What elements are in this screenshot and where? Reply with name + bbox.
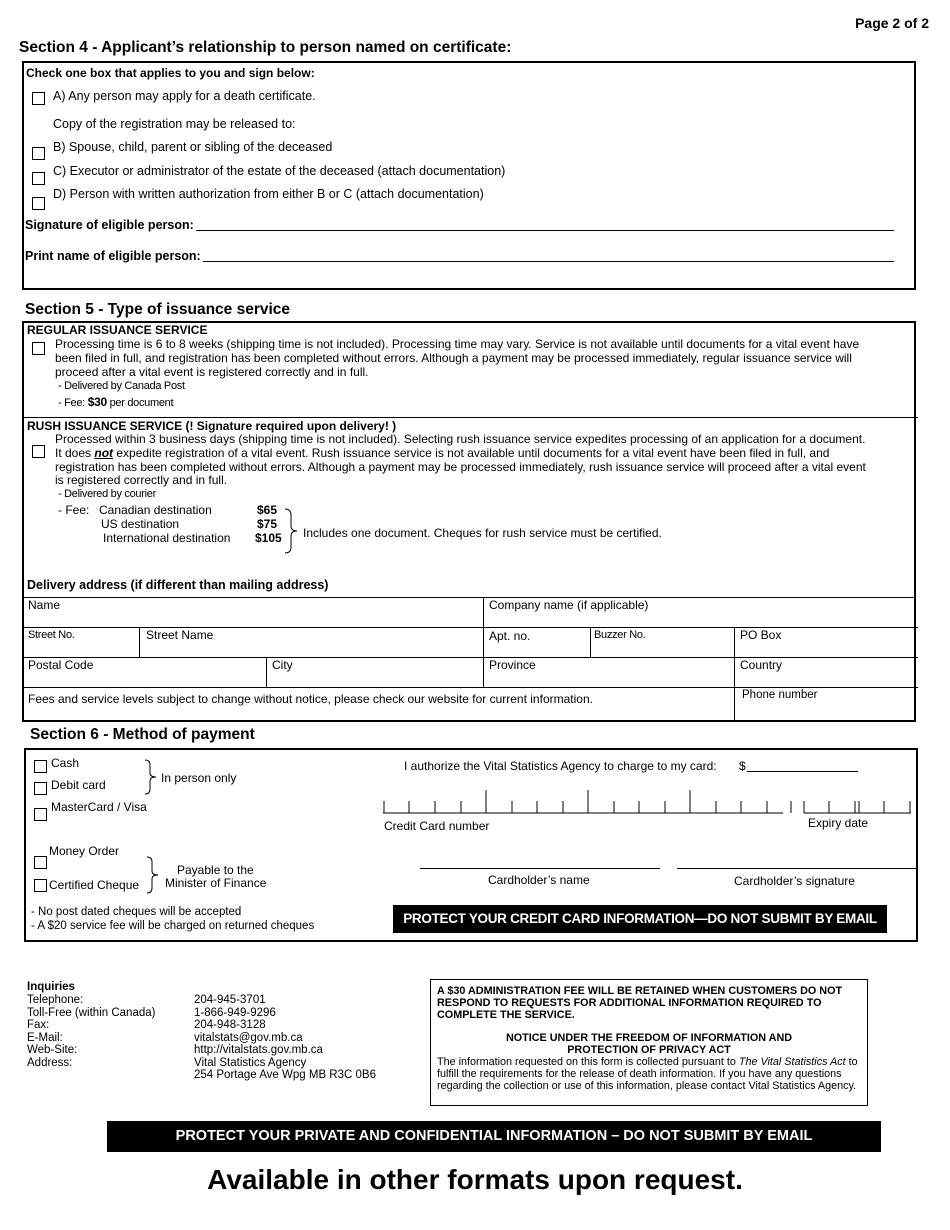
rush-fee-label: - Fee: <box>58 503 90 517</box>
certified-cheque-checkbox[interactable] <box>34 879 47 892</box>
street-name-field[interactable]: Street Name <box>146 628 214 642</box>
address-row4-top <box>22 687 918 688</box>
mastercard-label: MasterCard / Visa <box>51 800 147 814</box>
in-person-label: In person only <box>161 771 237 785</box>
money-order-checkbox[interactable] <box>34 856 47 869</box>
fees-note: Fees and service levels subject to change without notice, please check our website for current information. <box>28 692 593 706</box>
cardholder-signature-label: Cardholder’s signature <box>734 874 855 888</box>
signature-label: Signature of eligible person: <box>25 218 194 232</box>
regular-fee-prefix: - Fee: <box>58 397 85 409</box>
rush-fee-amount-1: $75 <box>257 517 278 531</box>
section5-divider <box>22 417 918 418</box>
foip-line1 <box>437 1056 858 1068</box>
copy-note: Copy of the registration may be released to: <box>53 117 296 131</box>
payable-line1: Payable to the <box>177 863 254 877</box>
rush-line2-end: expedite registration of a vital event. Rush issuance service is not available until documents for a vital event have been filed in full, and <box>113 446 830 460</box>
inquiry-value-telephone: 204-945-3701 <box>194 994 266 1006</box>
option-c-label: C) Executor or administrator of the estate of the deceased (attach documentation) <box>53 164 506 178</box>
dollar-sign: $ <box>739 759 746 773</box>
rush-fee-dest-0: Canadian destination <box>99 503 212 517</box>
section4-instruction: Check one box that applies to you and sign below: <box>26 66 315 80</box>
payable-line2: Minister of Finance <box>165 876 267 890</box>
foip-line2: fulfill the requirements for the release of death information. If you have any questions <box>437 1068 842 1080</box>
regular-line3: proceed after a vital event is registered correctly and in full. <box>55 365 369 379</box>
phone-number-field[interactable]: Phone number <box>742 689 818 701</box>
delivery-address-heading: Delivery address (if different than mailing address) <box>27 578 329 592</box>
admin-fee-line1: A $30 ADMINISTRATION FEE WILL BE RETAINED WHEN CUSTOMERS DO NOT <box>437 985 843 997</box>
rush-fee-dest-2: International destination <box>103 531 231 545</box>
inquiries-labels <box>27 994 155 1069</box>
inquiry-value-address2: 254 Portage Ave Wpg MB R3C 0B6 <box>194 1069 376 1081</box>
foip-line3: regarding the collection or use of this information, please contact Vital Statistics Agency. <box>437 1080 857 1092</box>
credit-card-number-field[interactable] <box>383 789 913 815</box>
rush-delivery: - Delivered by courier <box>58 488 156 500</box>
foip-text <box>437 1056 858 1092</box>
cardholder-signature-line[interactable] <box>677 868 917 869</box>
admin-fee-line3: COMPLETE THE SERVICE. <box>437 1009 575 1021</box>
section4-title: Section 4 - Applicant’s relationship to person named on certificate: <box>19 39 512 56</box>
credit-card-number-label: Credit Card number <box>384 819 490 833</box>
option-b-checkbox[interactable] <box>32 147 45 160</box>
inquiry-value-email[interactable]: vitalstats@gov.mb.ca <box>194 1031 303 1044</box>
cash-checkbox[interactable] <box>34 760 47 773</box>
regular-checkbox[interactable] <box>32 342 45 355</box>
rush-line2 <box>55 447 829 461</box>
inquiry-value-address: Vital Statistics Agency <box>194 1056 307 1069</box>
signature-field[interactable] <box>196 230 894 231</box>
regular-delivery: - Delivered by Canada Post <box>58 380 185 392</box>
money-order-label: Money Order <box>49 844 120 858</box>
rush-fee-dest-1: US destination <box>101 517 180 531</box>
province-field[interactable]: Province <box>489 658 536 672</box>
cheque-note-1: - No post dated cheques will be accepted <box>31 906 242 918</box>
print-name-field[interactable] <box>203 261 894 262</box>
section6-title: Section 6 - Method of payment <box>30 726 255 743</box>
inquiry-value-tollfree: 1-866-949-9296 <box>194 1006 276 1019</box>
address-row3-top <box>22 657 918 658</box>
cardholder-name-label: Cardholder’s name <box>488 873 590 887</box>
regular-line1: Processing time is 6 to 8 weeks (shipping time is not included). Processing time may vary. Service is not available until documents for a vital event have <box>55 337 860 351</box>
city-field[interactable]: City <box>272 658 293 672</box>
inquiry-value-fax: 204-948-3128 <box>194 1019 266 1031</box>
debit-checkbox[interactable] <box>34 782 47 795</box>
regular-fee <box>58 395 173 409</box>
charge-amount-field[interactable] <box>747 771 858 772</box>
po-box-field[interactable]: PO Box <box>740 628 782 642</box>
street-no-field[interactable]: Street No. <box>28 629 75 641</box>
cheque-note-2: - A $20 service fee will be charged on returned cheques <box>31 920 315 932</box>
foip-line1-end: to <box>845 1056 858 1068</box>
section5-title: Section 5 - Type of issuance service <box>25 301 291 318</box>
debit-label: Debit card <box>51 778 106 792</box>
inquiry-value-website[interactable]: http://vitalstats.gov.mb.ca <box>194 1044 323 1056</box>
inquiries-values <box>194 994 376 1082</box>
payable-brace <box>145 856 163 894</box>
foip-line1-start: The information requested on this form is collected pursuant to <box>437 1056 739 1068</box>
inquiries-heading: Inquiries <box>27 981 75 993</box>
cardholder-name-line[interactable] <box>420 868 660 869</box>
foip-title <box>431 1032 867 1056</box>
rush-fee-brace <box>281 508 303 554</box>
expiry-date-label: Expiry date <box>808 816 869 830</box>
rush-line1: Processed within 3 business days (shipping time is not included). Selecting rush issuance service expedites processing of an application for a document. <box>55 432 866 446</box>
rush-checkbox[interactable] <box>32 445 45 458</box>
address-divider-po <box>734 627 735 722</box>
cash-label: Cash <box>51 756 80 770</box>
protect-card-banner: PROTECT YOUR CREDIT CARD INFORMATION—DO NOT SUBMIT BY EMAIL <box>393 905 887 933</box>
inquiry-label-email: E-Mail: <box>27 1031 63 1044</box>
rush-heading: RUSH ISSUANCE SERVICE (! Signature required upon delivery! ) <box>27 419 397 433</box>
regular-line2: been filed in full, and registration has been completed without errors. Although a payment may be processed immediately, regular issuance service will <box>55 351 852 365</box>
company-field[interactable]: Company name (if applicable) <box>489 598 649 612</box>
admin-fee-notice <box>437 985 842 1021</box>
regular-fee-amount: $30 <box>87 395 107 409</box>
foip-title2: PROTECTION OF PRIVACY ACT <box>567 1044 731 1056</box>
inquiry-label-website: Web-Site: <box>27 1044 78 1056</box>
option-d-label: D) Person with written authorization from either B or C (attach documentation) <box>53 187 484 201</box>
rush-not-emphasis: not <box>94 446 114 460</box>
postal-code-field[interactable]: Postal Code <box>28 658 94 672</box>
address-divider-main <box>483 597 484 687</box>
option-c-checkbox[interactable] <box>32 172 45 185</box>
option-a-label: A) Any person may apply for a death certificate. <box>53 89 316 103</box>
foip-act-name: The Vital Statistics Act <box>738 1056 846 1068</box>
regular-heading: REGULAR ISSUANCE SERVICE <box>27 323 208 337</box>
certified-cheque-label: Certified Cheque <box>49 878 140 892</box>
inquiry-label-address: Address: <box>27 1056 73 1069</box>
regular-fee-suffix: per document <box>109 397 174 409</box>
country-field[interactable]: Country <box>740 658 783 672</box>
inquiry-label-tollfree: Toll-Free (within Canada) <box>27 1006 156 1019</box>
rush-fee-amount-2: $105 <box>255 531 282 545</box>
foip-title1: NOTICE UNDER THE FREEDOM OF INFORMATION AND <box>505 1032 793 1044</box>
admin-fee-line2: RESPOND TO REQUESTS FOR ADDITIONAL INFORMATION REQUIRED TO <box>437 997 822 1009</box>
mastercard-checkbox[interactable] <box>34 808 47 821</box>
buzzer-no-field[interactable]: Buzzer No. <box>594 629 646 641</box>
option-b-label: B) Spouse, child, parent or sibling of the deceased <box>53 140 333 154</box>
option-a-checkbox[interactable] <box>32 92 45 105</box>
inquiry-label-telephone: Telephone: <box>27 994 84 1006</box>
address-divider-apt <box>590 627 591 657</box>
address-divider-city <box>266 657 267 687</box>
apt-no-field[interactable]: Apt. no. <box>489 629 531 643</box>
option-d-checkbox[interactable] <box>32 197 45 210</box>
authorize-text: I authorize the Vital Statistics Agency to charge to my card: <box>404 759 717 773</box>
address-divider-street <box>139 627 140 657</box>
address-row1-top <box>22 597 916 598</box>
inquiry-label-fax: Fax: <box>27 1019 50 1031</box>
rush-fee-note: Includes one document. Cheques for rush service must be certified. <box>303 526 662 540</box>
formats-note: Available in other formats upon request. <box>207 1164 743 1195</box>
protect-private-banner: PROTECT YOUR PRIVATE AND CONFIDENTIAL INFORMATION – DO NOT SUBMIT BY EMAIL <box>107 1121 881 1152</box>
rush-fee-amount-0: $65 <box>257 503 278 517</box>
in-person-brace <box>143 759 161 795</box>
rush-line3: registration has been completed without errors. Although a payment may be processed immediately, rush issuance service will proceed after a vital event <box>55 460 866 474</box>
rush-line4: is registered correctly and in full. <box>55 473 228 487</box>
name-field[interactable]: Name <box>28 598 61 612</box>
print-name-label: Print name of eligible person: <box>25 249 201 263</box>
rush-line2-start: It does <box>55 446 95 460</box>
page-number: Page 2 of 2 <box>855 15 929 31</box>
